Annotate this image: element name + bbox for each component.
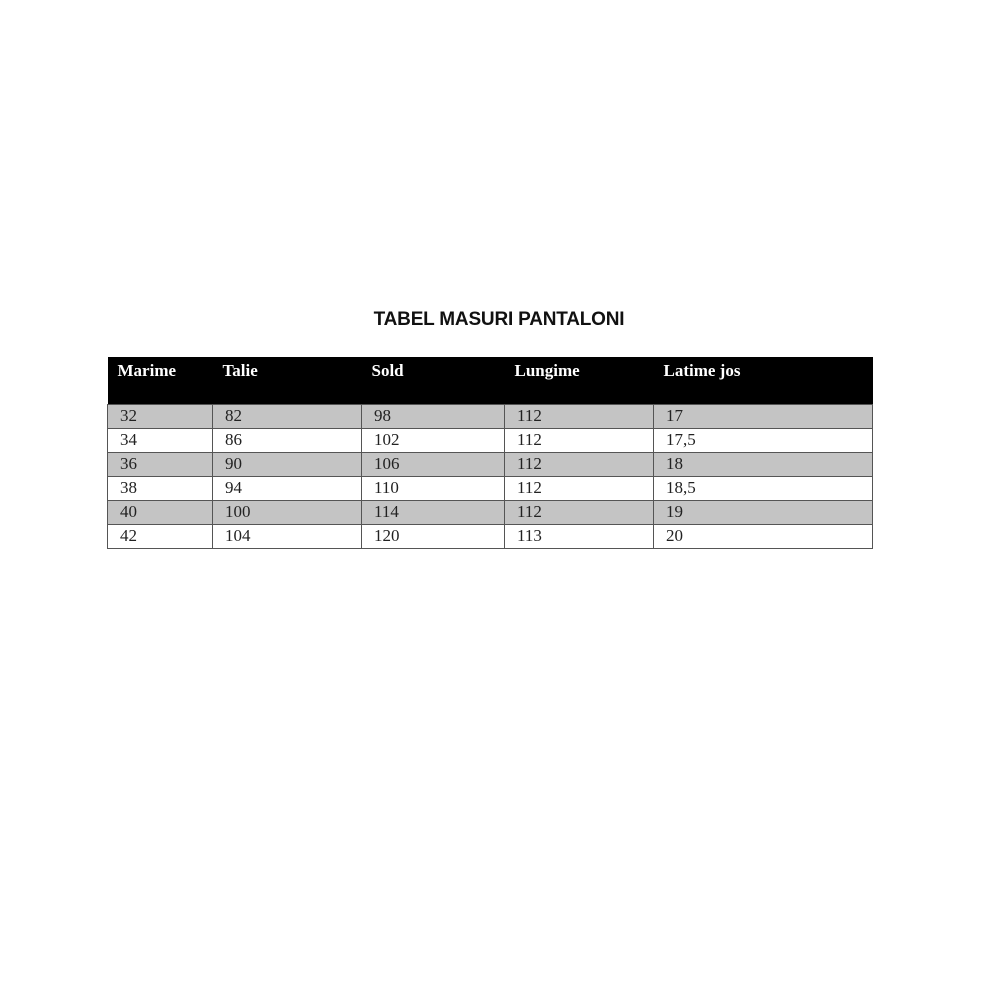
table-cell: 90 — [213, 452, 362, 476]
table-row — [108, 404, 873, 428]
column-header-sold: Sold — [371, 361, 404, 380]
table-cell: 106 — [362, 452, 505, 476]
table-cell: 34 — [108, 428, 213, 452]
table-cell: 20 — [654, 524, 873, 548]
table-cell: 120 — [362, 524, 505, 548]
column-header-latime-jos: Latime jos — [663, 361, 741, 380]
table-cell: 19 — [654, 500, 873, 524]
table-cell: 112 — [505, 476, 654, 500]
table-cell: 112 — [505, 404, 654, 428]
table-header — [108, 357, 873, 404]
table-body — [108, 404, 873, 548]
table-cell: 113 — [505, 524, 654, 548]
column-header-talie: Talie — [222, 361, 258, 380]
table-cell: 104 — [213, 524, 362, 548]
table-cell: 112 — [505, 500, 654, 524]
table-cell: 32 — [108, 404, 213, 428]
page-title: TABEL MASURI PANTALONI — [373, 309, 625, 330]
table-cell: 17,5 — [654, 428, 873, 452]
table-cell: 100 — [213, 500, 362, 524]
table-cell: 112 — [505, 428, 654, 452]
table-cell: 17 — [654, 404, 873, 428]
column-header-lungime: Lungime — [514, 361, 580, 380]
table-cell: 18 — [654, 452, 873, 476]
table-row — [108, 500, 873, 524]
size-table — [107, 357, 873, 549]
table-cell: 102 — [362, 428, 505, 452]
table-cell: 98 — [362, 404, 505, 428]
table-cell: 82 — [213, 404, 362, 428]
header-row — [108, 357, 873, 404]
table-cell: 112 — [505, 452, 654, 476]
table-cell: 42 — [108, 524, 213, 548]
table-cell: 86 — [213, 428, 362, 452]
table-cell: 114 — [362, 500, 505, 524]
table-cell: 38 — [108, 476, 213, 500]
table-cell: 36 — [108, 452, 213, 476]
table-cell: 110 — [362, 476, 505, 500]
table-row — [108, 524, 873, 548]
table-cell: 18,5 — [654, 476, 873, 500]
table-row — [108, 476, 873, 500]
column-header-marime: Marime — [117, 361, 177, 380]
table-row — [108, 452, 873, 476]
table-row — [108, 428, 873, 452]
table-cell: 94 — [213, 476, 362, 500]
table-cell: 40 — [108, 500, 213, 524]
